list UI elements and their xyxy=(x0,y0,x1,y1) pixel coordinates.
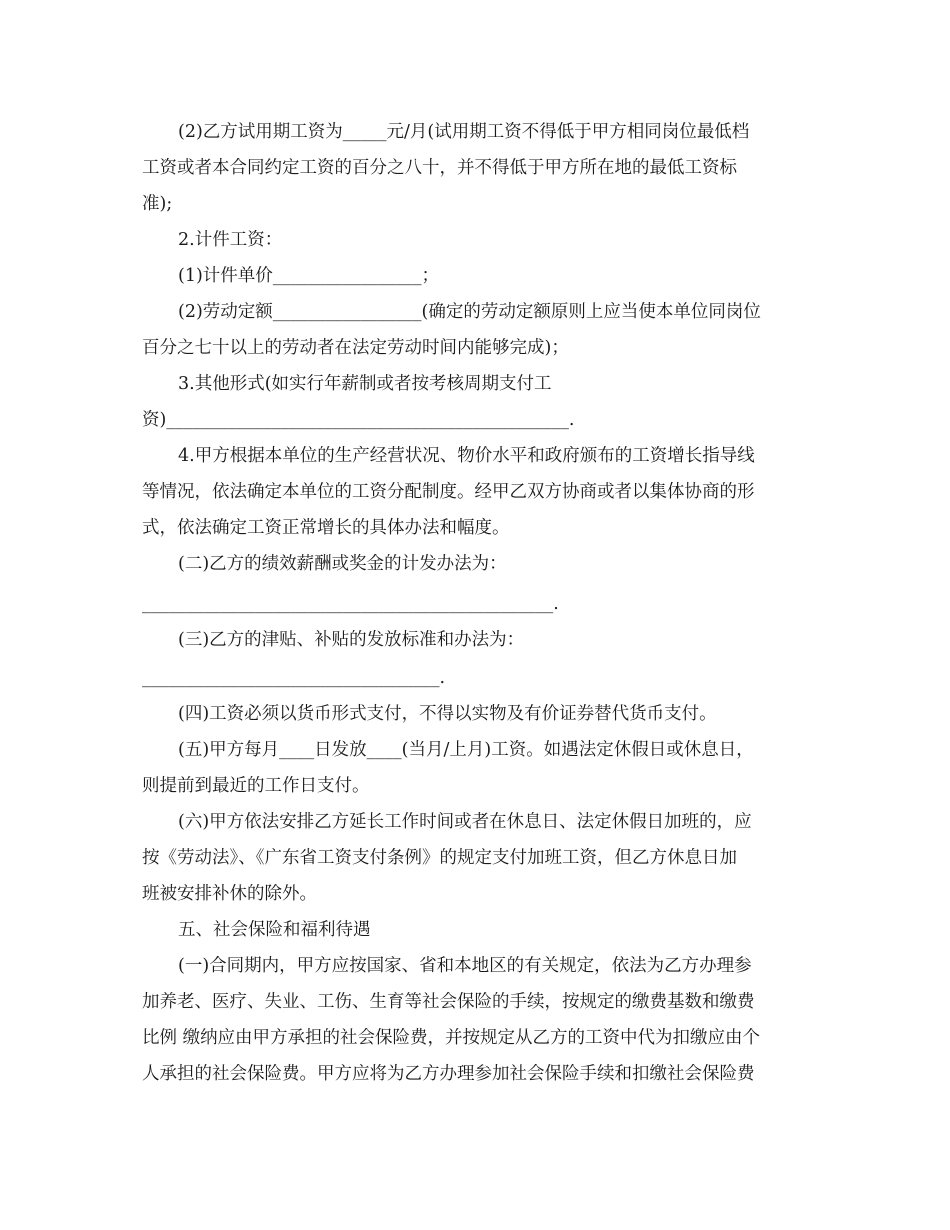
text-line: (六)甲方依法安排乙方延长工作时间或者在休息日、法定休假日加班的，应 xyxy=(178,812,752,832)
text-line: 班被安排补休的除外。 xyxy=(142,884,317,904)
text-line: (2)乙方试用期工资为_____元/月(试用期工资不得低于甲方相同岗位最低档 xyxy=(178,122,750,142)
text-line: (二)乙方的绩效薪酬或奖金的计发办法为： xyxy=(178,554,507,574)
text-line: 资)______________________________________________. xyxy=(142,410,575,430)
text-line: (三)乙方的津贴、补贴的发放标准和办法为： xyxy=(178,630,525,650)
text-line: 工资或者本合同约定工资的百分之八十，并不得低于甲方所在地的最低工资标 xyxy=(142,158,737,178)
text-line: 则提前到最近的工作日支付。 xyxy=(142,776,370,796)
text-line: __________________________________. xyxy=(142,668,446,688)
text-line: 比例 缴纳应由甲方承担的社会保险费，并按规定从乙方的工资中代为扣缴应由个 xyxy=(142,1028,761,1048)
text-line: 4.甲方根据本单位的生产经营状况、物价水平和政府颁布的工资增长指导线 xyxy=(178,446,755,466)
text-line: (1)计件单价_________________； xyxy=(178,266,440,286)
text-line: (五)甲方每月____日发放____(当月/上月)工资。如遇法定休假日或休息日， xyxy=(178,740,754,760)
text-line: 五、社会保险和福利待遇 xyxy=(178,920,371,940)
text-line: (一)合同期内，甲方应按国家、省和本地区的有关规定，依法为乙方办理参 xyxy=(178,956,752,976)
text-line: 3.其他形式(如实行年薪制或者按考核周期支付工 xyxy=(178,374,552,394)
text-line: 百分之七十以上的劳动者在法定劳动时间内能够完成)； xyxy=(142,338,569,358)
text-line: 准); xyxy=(142,194,173,214)
text-line: 加养老、医疗、失业、工伤、生育等社会保险的手续，按规定的缴费基数和缴费 xyxy=(142,992,755,1012)
text-line: 式，依法确定工资正常增长的具体办法和幅度。 xyxy=(142,518,510,538)
text-line: 等情况，依法确定本单位的工资分配制度。经甲乙双方协商或者以集体协商的形 xyxy=(142,482,755,502)
text-line: 2.计件工资： xyxy=(178,230,283,250)
text-line: (四)工资必须以货币形式支付，不得以实物及有价证券替代货币支付。 xyxy=(178,704,717,724)
text-line: (2)劳动定额_________________(确定的劳动定额原则上应当使本单位同岗位 xyxy=(178,302,761,322)
text-line: 按《劳动法》、《广东省工资支付条例》的规定支付加班工资，但乙方休息日加 xyxy=(142,848,737,868)
text-line: _______________________________________________. xyxy=(142,594,559,614)
text-line: 人承担的社会保险费。甲方应将为乙方办理参加社会保险手续和扣缴社会保险费 xyxy=(142,1064,755,1084)
